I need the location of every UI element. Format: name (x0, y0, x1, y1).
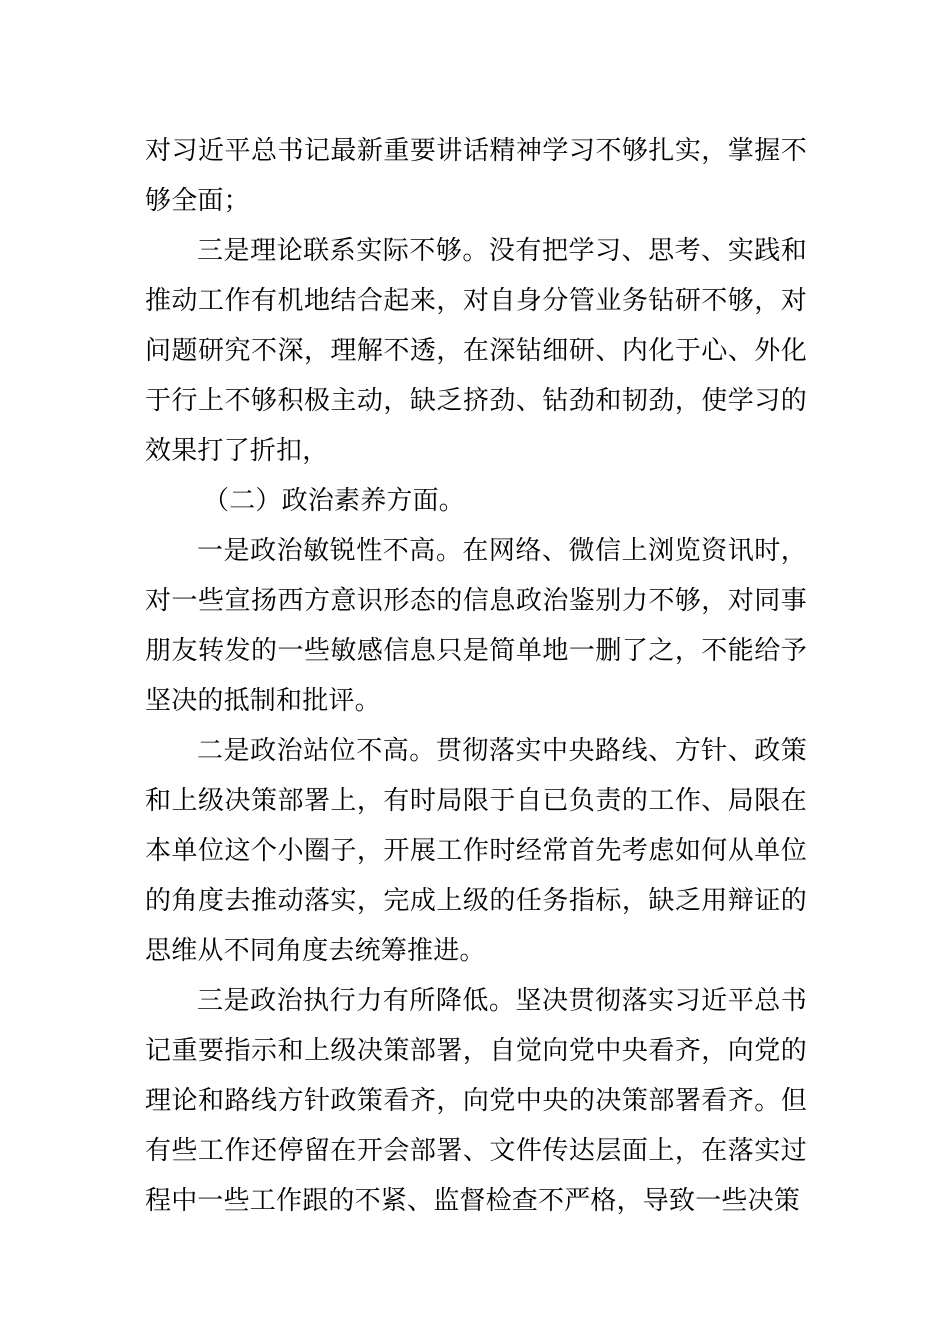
paragraph-political-sensitivity: 一是政治敏锐性不高。在网络、微信上浏览资讯时，对一些宣扬西方意识形态的信息政治鉴别力不够，对同事朋友转发的一些敏感信息只是简单地一删了之，不能给予坚决的抵制和批评。 (145, 536, 807, 716)
paragraph-political-stance: 二是政治站位不高。贯彻落实中央路线、方针、政策和上级决策部署上，有时局限于自已负责的工作、局限在本单位这个小圈子，开展工作时经常首先考虑如何从单位的角度去推动落实，完成上级的任务指标，缺乏用辩证的思维从不同角度去统筹推进。 (145, 736, 807, 966)
document-body (145, 126, 807, 1226)
paragraph-political-execution: 三是政治执行力有所降低。坚决贯彻落实习近平总书记重要指示和上级决策部署，自觉向党中央看齐，向党的理论和路线方针政策看齐，向党中央的决策部署看齐。但有些工作还停留在开会部署、文件传达层面上，在落实过程中一些工作跟的不紧、监督检查不严格，导致一些决策 (145, 986, 807, 1216)
paragraph-theory-practice: 三是理论联系实际不够。没有把学习、思考、实践和推动工作有机地结合起来，对自身分管业务钻研不够，对问题研究不深，理解不透，在深钻细研、内化于心、外化于行上不够积极主动，缺乏挤劲、钻劲和韧劲，使学习的效果打了折扣， (145, 236, 807, 466)
section-heading-political-quality: （二）政治素养方面。 (203, 486, 466, 516)
paragraph-continuation: 对习近平总书记最新重要讲话精神学习不够扎实，掌握不够全面； (145, 136, 807, 216)
